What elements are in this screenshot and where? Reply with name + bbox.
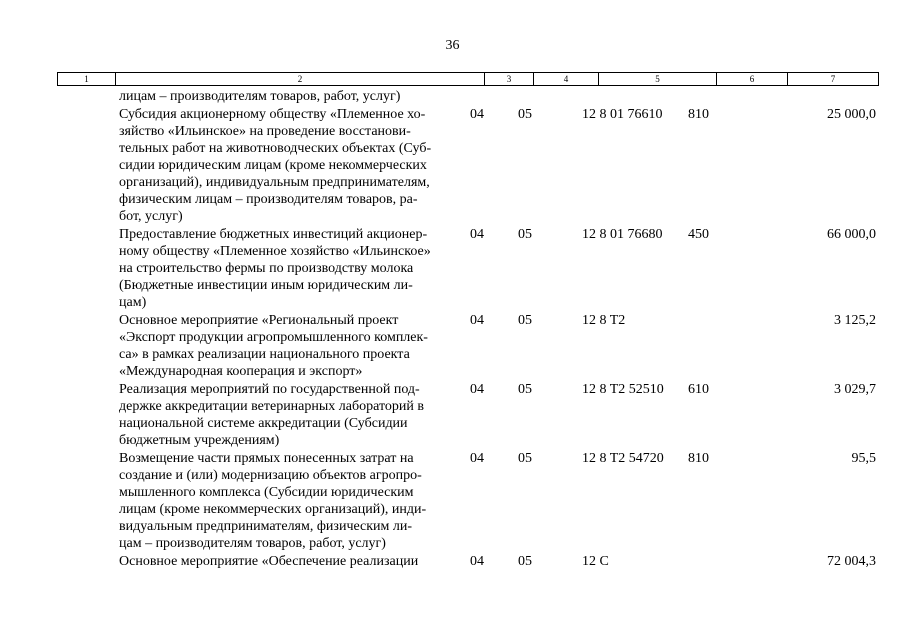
header-col-1: 1 <box>58 73 116 86</box>
row-name <box>119 381 459 449</box>
row-name <box>119 88 459 105</box>
row-target-article: 12 8 01 76680 <box>582 227 663 242</box>
row-target-article: 12 8 01 76610 <box>582 107 663 122</box>
row-name-line: организаций), индивидуальным предпринимателям, <box>119 175 430 190</box>
row-subsection-code: 05 <box>518 382 532 397</box>
row-amount: 3 029,7 <box>834 382 876 397</box>
row-name-line: бюджетным учреждениям) <box>119 433 280 448</box>
row-amount: 25 000,0 <box>827 107 876 122</box>
table-row <box>57 312 879 380</box>
row-expense-type: 810 <box>688 451 709 466</box>
row-name <box>119 226 459 311</box>
row-name <box>119 106 459 225</box>
row-section-code: 04 <box>470 227 484 242</box>
row-name-line: «Экспорт продукции агропромышленного комплек- <box>119 330 428 345</box>
row-name-line: видуальным предпринимателям, физическим ли- <box>119 519 413 534</box>
table-row <box>57 226 879 311</box>
row-name <box>119 450 459 552</box>
row-name-line: Возмещение части прямых понесенных затрат на <box>119 451 414 466</box>
row-name-line: (Бюджетные инвестиции иным юридическим ли- <box>119 278 413 293</box>
row-name-line: ному обществу «Племенное хозяйство «Ильинское» <box>119 244 431 259</box>
page-number: 36 <box>445 38 460 53</box>
table-row <box>57 553 879 570</box>
row-subsection-code: 05 <box>518 313 532 328</box>
table-header <box>57 72 879 86</box>
row-name-line: Предоставление бюджетных инвестиций акционер- <box>119 227 428 242</box>
row-section-code <box>470 88 518 105</box>
row-amount: 66 000,0 <box>827 227 876 242</box>
row-subsection-code: 05 <box>518 227 532 242</box>
row-name-line: «Международная кооперация и экспорт» <box>119 364 363 379</box>
row-name-line: цам) <box>119 295 147 310</box>
row-name-line: лицам (кроме некоммерческих организаций), инди- <box>119 502 427 517</box>
row-name-line: бот, услуг) <box>119 209 183 224</box>
header-col-2: 2 <box>116 73 485 86</box>
header-col-3: 3 <box>485 73 534 86</box>
row-expense-type <box>688 312 758 380</box>
header-col-7: 7 <box>788 73 879 86</box>
row-name-line: национальной системе аккредитации (Субсидии <box>119 416 408 431</box>
row-name <box>119 312 459 380</box>
header-col-5: 5 <box>599 73 717 86</box>
row-section-code: 04 <box>470 107 484 122</box>
row-name <box>119 553 459 570</box>
row-amount <box>758 88 879 105</box>
row-expense-type <box>688 88 758 105</box>
row-subsection-code: 05 <box>518 451 532 466</box>
row-amount: 72 004,3 <box>827 554 876 569</box>
row-name-line: цам – производителям товаров, работ, услуг) <box>119 536 386 551</box>
row-subsection-code <box>518 88 582 105</box>
row-amount: 3 125,2 <box>834 313 876 328</box>
row-target-article: 12 8 T2 54720 <box>582 451 664 466</box>
row-name-line: Реализация мероприятий по государственной под- <box>119 382 420 397</box>
row-section-code: 04 <box>470 382 484 397</box>
table-row <box>57 450 879 552</box>
header-col-4: 4 <box>534 73 599 86</box>
row-expense-type <box>688 553 758 570</box>
row-name-line: мышленного комплекса (Субсидии юридическим <box>119 485 414 500</box>
row-name-line: Субсидия акционерному обществу «Племенное хо- <box>119 107 426 122</box>
row-name-line: зяйство «Ильинское» на проведение восстанови- <box>119 124 411 139</box>
row-target-article: 12 С <box>582 554 609 569</box>
row-name-line: Основное мероприятие «Региональный проект <box>119 313 399 328</box>
table-row <box>57 88 879 105</box>
row-subsection-code: 05 <box>518 554 532 569</box>
row-expense-type: 450 <box>688 227 709 242</box>
header-col-6: 6 <box>717 73 788 86</box>
row-name-line: тельных работ на животноводческих объектах (Суб- <box>119 141 432 156</box>
row-name-line: Основное мероприятие «Обеспечение реализации <box>119 554 419 569</box>
table-row <box>57 106 879 225</box>
row-name-line: на строительство фермы по производству молока <box>119 261 414 276</box>
row-expense-type: 810 <box>688 107 709 122</box>
row-name-line: сидии юридическим лицам (кроме некоммерческих <box>119 158 427 173</box>
row-section-code: 04 <box>470 313 484 328</box>
row-subsection-code: 05 <box>518 107 532 122</box>
row-target-article: 12 8 T2 52510 <box>582 382 664 397</box>
row-section-code: 04 <box>470 554 484 569</box>
row-target-article <box>582 88 688 105</box>
row-name-line: са» в рамках реализации национального проекта <box>119 347 410 362</box>
row-expense-type: 610 <box>688 382 709 397</box>
table-body <box>57 88 879 571</box>
row-name-line: создание и (или) модернизацию объектов агропро- <box>119 468 422 483</box>
row-name-line: физическим лицам – производителям товаров, ра- <box>119 192 418 207</box>
table-row <box>57 381 879 449</box>
row-name-line: держке аккредитации ветеринарных лабораторий в <box>119 399 424 414</box>
row-section-code: 04 <box>470 451 484 466</box>
row-amount: 95,5 <box>851 451 876 466</box>
row-target-article: 12 8 T2 <box>582 313 626 328</box>
row-name-line: лицам – производителям товаров, работ, услуг) <box>119 89 401 104</box>
